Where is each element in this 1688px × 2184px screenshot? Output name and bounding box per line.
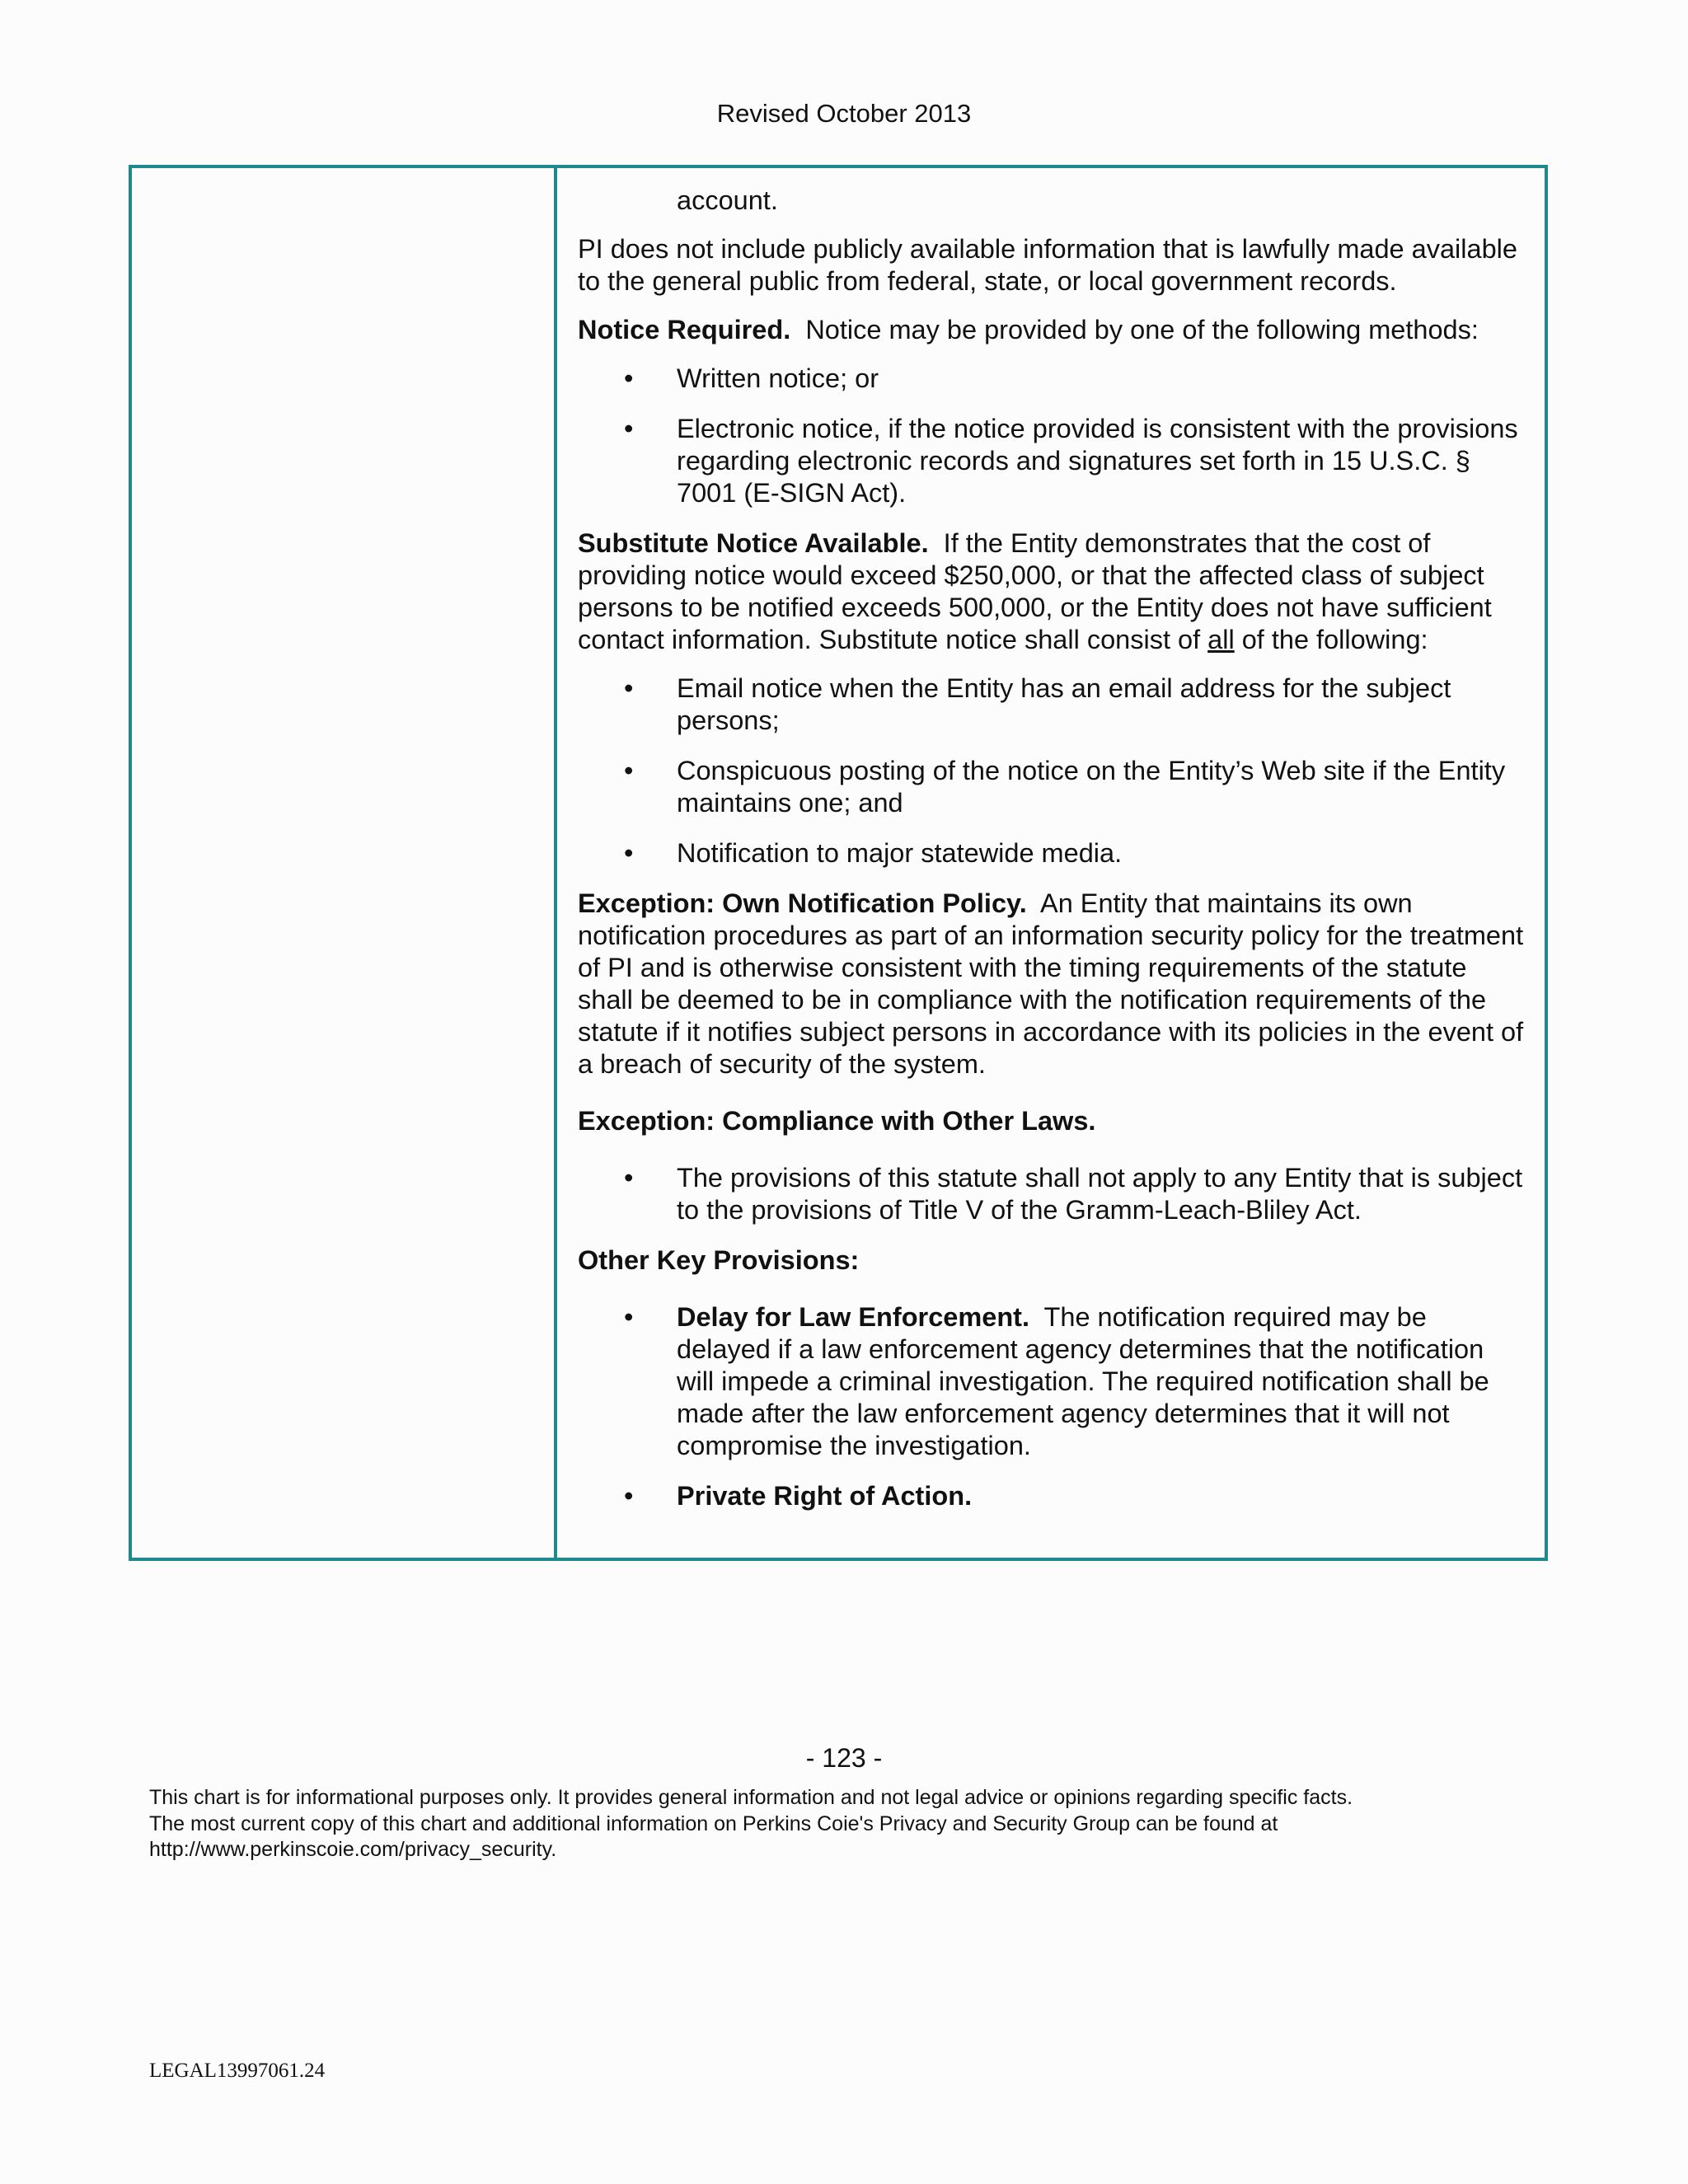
list-item (578, 1162, 1524, 1226)
underlined-all: all (1207, 625, 1235, 654)
notice-required-heading: Notice Required. (578, 315, 791, 344)
list-item-text: Written notice; or (677, 363, 879, 393)
notice-required-text: Notice may be provided by one of the following methods: (805, 315, 1479, 344)
revised-date-header: Revised October 2013 (716, 99, 972, 128)
list-item-text: Notification to major statewide media. (677, 838, 1123, 868)
list-item (578, 1301, 1524, 1462)
key-provisions-heading: Other Key Provisions: (578, 1245, 860, 1275)
substitute-notice-heading: Substitute Notice Available. (578, 528, 929, 558)
bullet-icon: • (624, 673, 634, 703)
bullet-icon: • (624, 1481, 634, 1511)
page-number: - 123 - (805, 1743, 883, 1773)
private-right-text: Private Right of Action. (677, 1481, 973, 1511)
bullet-icon: • (624, 363, 634, 393)
list-item (578, 363, 1524, 395)
document-id: LEGAL13997061.24 (149, 2060, 326, 2082)
list-item (578, 1480, 1524, 1512)
disclaimer-line: The most current copy of this chart and additional information on Perkins Coie's Privacy and Security Group can be found at (149, 1811, 1278, 1835)
continuation-text: account. (677, 185, 778, 215)
other-laws-heading: Exception: Compliance with Other Laws. (578, 1106, 1096, 1136)
list-item (578, 755, 1524, 819)
own-policy-paragraph (578, 888, 1524, 1080)
bullet-icon: • (624, 1302, 634, 1332)
substitute-notice-text-end: of the following: (1241, 625, 1428, 654)
delay-text: The notification required may be delayed if a law enforcement agency determines that the notification will impede a criminal investigation. The required notification shall be made after the law enforcement agency determines that it will not compromise the investigation. (677, 1302, 1489, 1460)
delay-heading: Delay for Law Enforcement. (677, 1302, 1030, 1332)
pi-exclusion-paragraph: PI does not include publicly available information that is lawfully made available to the general public from federal, state, or local government records. (578, 234, 1517, 296)
disclaimer-url: http://www.perkinscoie.com/privacy_security. (149, 1838, 557, 1861)
column-divider (554, 168, 557, 1558)
list-item-text: Electronic notice, if the notice provided is consistent with the provisions regarding electronic records and signatures set forth in 15 U.S.C. § 7001 (E-SIGN Act). (677, 414, 1518, 508)
statute-table (129, 165, 1548, 1561)
footer-disclaimer (149, 1785, 1592, 1863)
bullet-icon: • (624, 1163, 634, 1193)
bullet-icon: • (624, 838, 634, 868)
statute-details-cell (578, 185, 1524, 1530)
own-policy-heading: Exception: Own Notification Policy. (578, 888, 1027, 918)
bullet-icon: • (624, 756, 634, 785)
notice-required-paragraph (578, 314, 1524, 346)
list-item-text: The provisions of this statute shall not apply to any Entity that is subject to the provisions of Title V of the Gramm-Leach-Bliley Act. (677, 1163, 1523, 1225)
list-item (578, 413, 1524, 509)
own-policy-text: An Entity that maintains its own notification procedures as part of an information security policy for the treatment of PI and is otherwise consistent with the timing requirements of the statute shall be deemed to be in compliance with the notification requirements of the statute if it notifies subject persons in accordance with its policies in the event of a breach of security of the system. (578, 888, 1524, 1079)
substitute-notice-paragraph (578, 527, 1524, 656)
substitute-notice-text: If the Entity demonstrates that the cost of providing notice would exceed $250,000, or that the affected class of subject persons to be notified exceeds 500,000, or the Entity does not have sufficient contact information. Substitute notice shall consist of (578, 528, 1492, 654)
list-item (578, 837, 1524, 869)
list-item (578, 673, 1524, 737)
list-item-text: Email notice when the Entity has an email address for the subject persons; (677, 673, 1451, 735)
disclaimer-line: This chart is for informational purposes only. It provides general information and not legal advice or opinions regarding specific facts. (149, 1786, 1353, 1809)
list-item-text: Conspicuous posting of the notice on the Entity’s Web site if the Entity maintains one; and (677, 756, 1506, 818)
bullet-icon: • (624, 414, 634, 443)
